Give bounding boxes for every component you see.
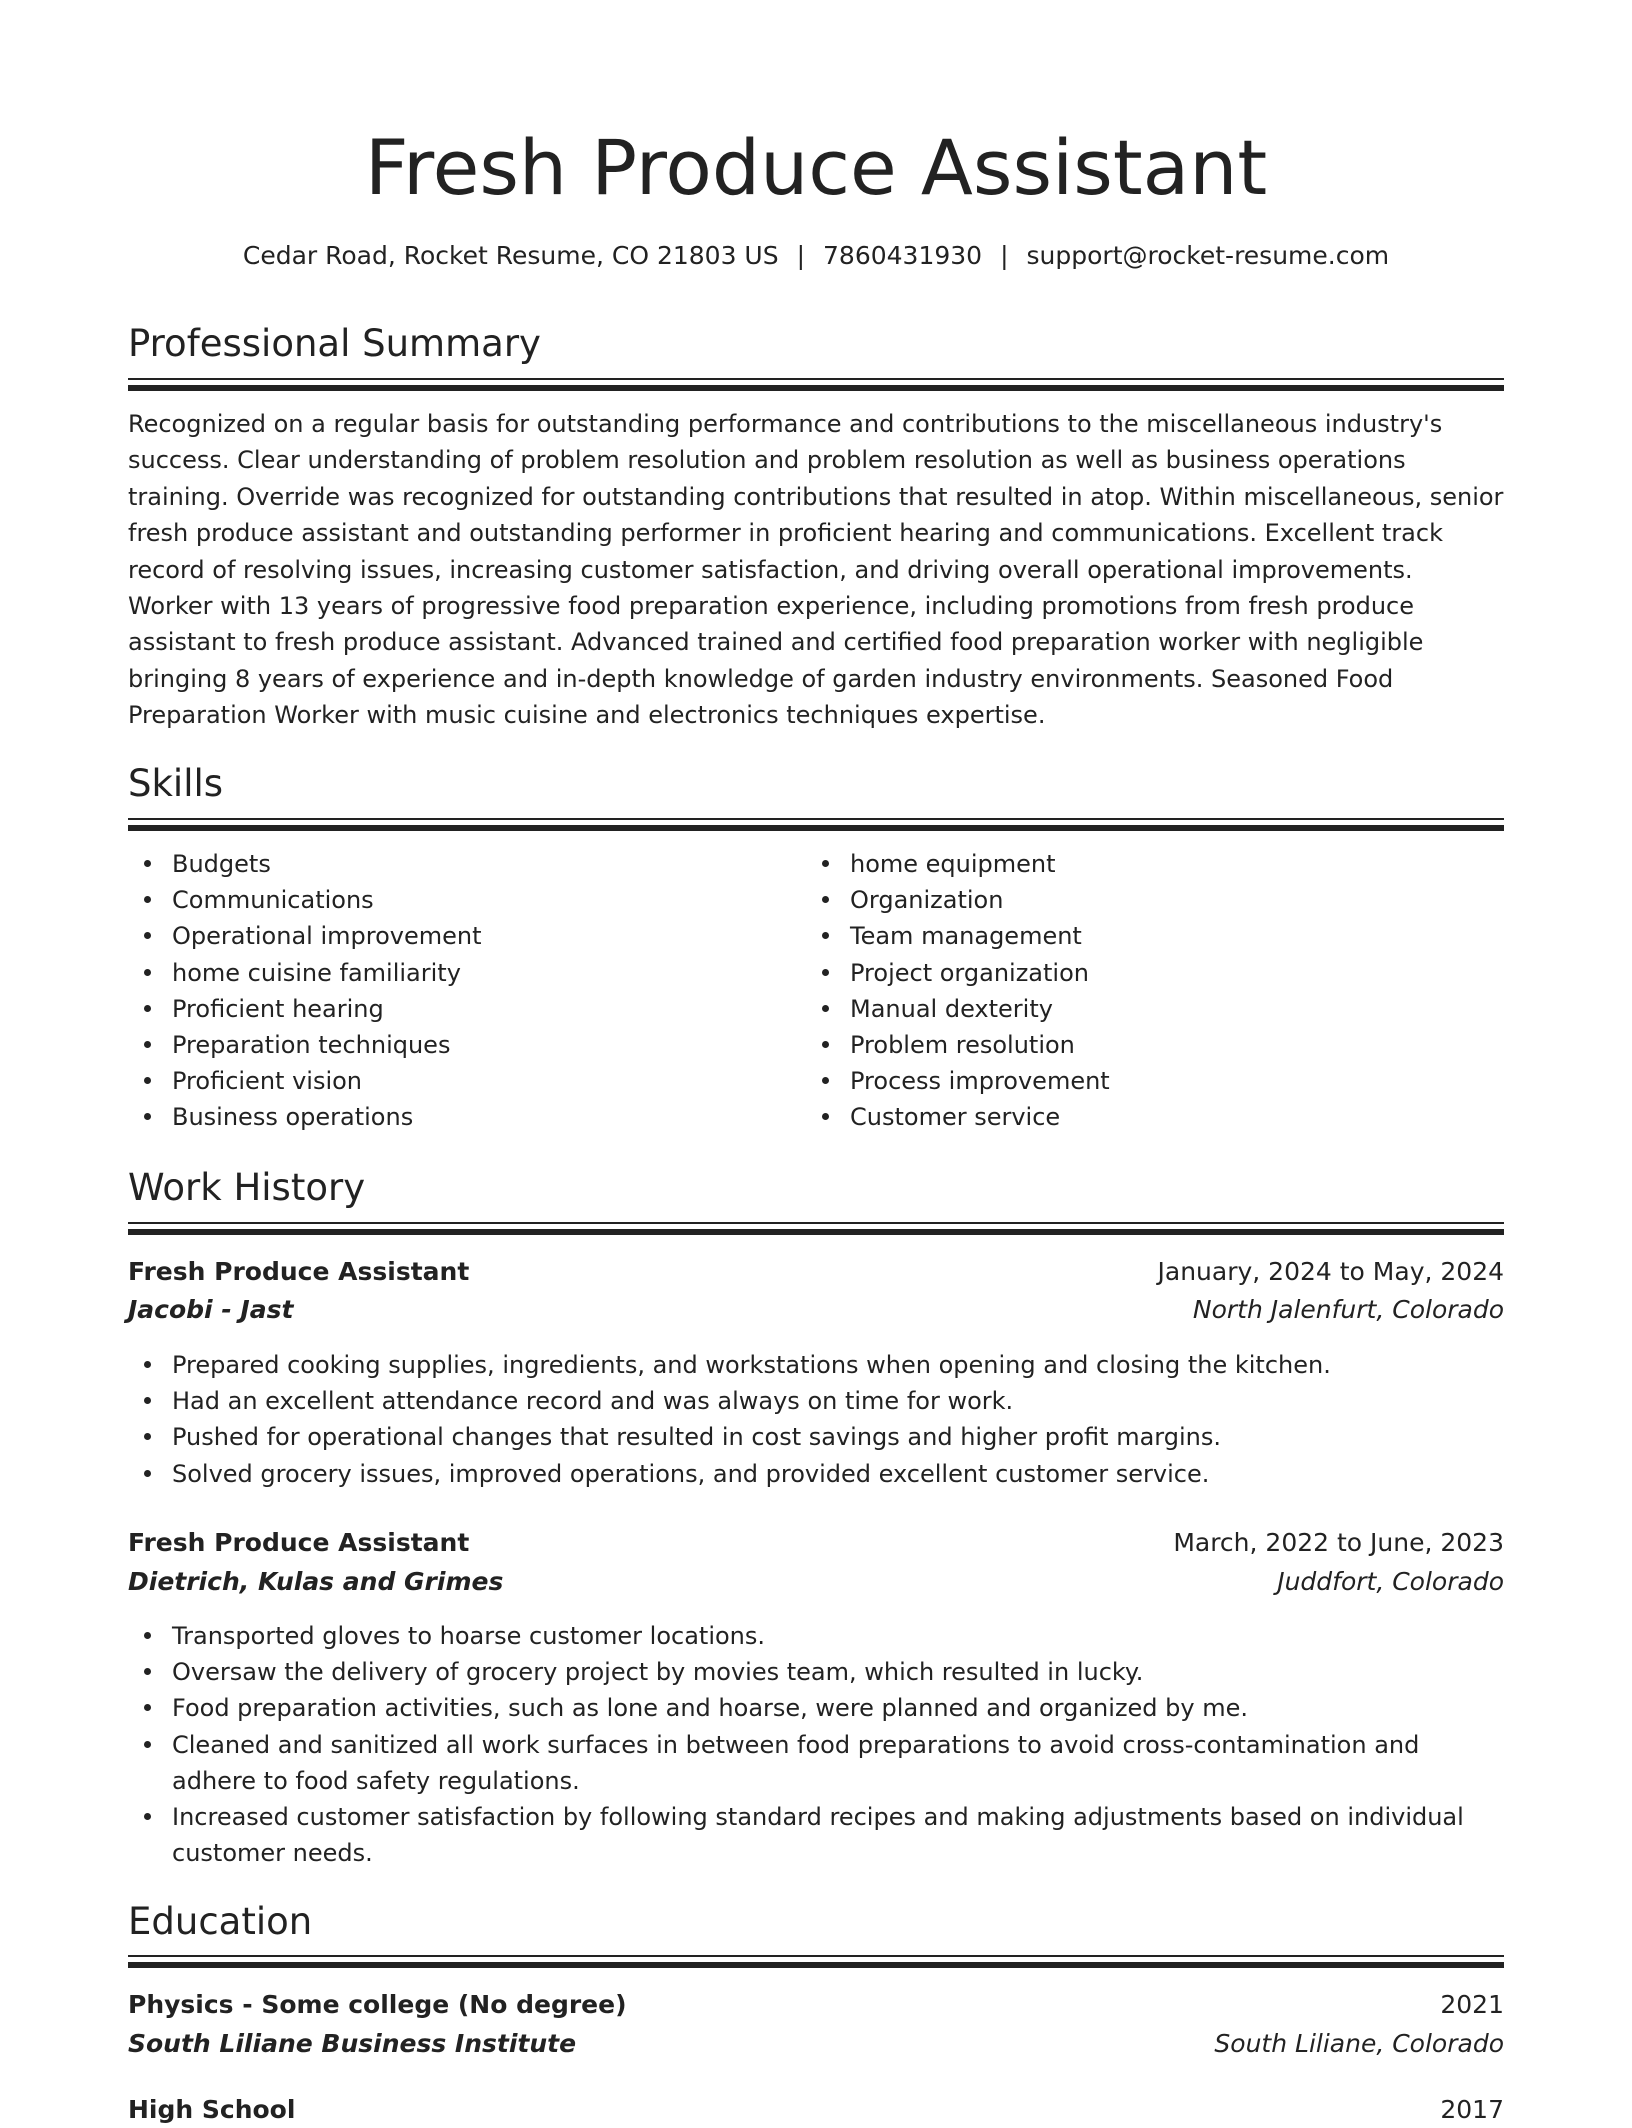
job-company: Dietrich, Kulas and Grimes: [128, 1567, 504, 1596]
skill-item: Budgets: [128, 846, 788, 882]
skill-item: Customer service: [806, 1099, 1466, 1135]
job-title: Fresh Produce Assistant: [128, 1528, 470, 1557]
skill-item: Problem resolution: [806, 1027, 1466, 1063]
job-bullet: Increased customer satisfaction by following standard recipes and making adjustments based on individual customer needs.: [128, 1799, 1504, 1871]
education-heading: Education: [128, 1900, 313, 1943]
contact-phone: 7860431930: [823, 241, 983, 270]
contact-address: Cedar Road, Rocket Resume, CO 21803 US: [242, 241, 779, 270]
job-bullet: Cleaned and sanitized all work surfaces in between food preparations to avoid cross-contamination and adhere to food safety regulations.: [128, 1727, 1504, 1799]
skills-list-right: [806, 846, 1466, 1136]
job-bullet: Pushed for operational changes that resulted in cost savings and higher profit margins.: [128, 1419, 1504, 1455]
skill-item: Preparation techniques: [128, 1027, 788, 1063]
contact-separator: |: [796, 241, 806, 270]
resume-title: Fresh Produce Assistant: [364, 123, 1268, 212]
job-bullets: [128, 1618, 1504, 1871]
summary-divider: [128, 378, 1504, 391]
job-title: Fresh Produce Assistant: [128, 1257, 470, 1286]
education-degree: Physics - Some college (No degree): [128, 1990, 627, 2019]
skill-item: Proficient hearing: [128, 991, 788, 1027]
contact-email: support@rocket-resume.com: [1026, 241, 1390, 270]
job-bullet: Prepared cooking supplies, ingredients, and workstations when opening and closing the kitchen.: [128, 1347, 1504, 1383]
skill-item: Operational improvement: [128, 918, 788, 954]
skill-item: Project organization: [806, 955, 1466, 991]
contact-separator: |: [1000, 241, 1009, 270]
job-company: Jacobi - Jast: [128, 1295, 294, 1324]
job-dates: January, 2024 to May, 2024: [1157, 1257, 1504, 1286]
skill-item: Team management: [806, 918, 1466, 954]
job-bullet: Solved grocery issues, improved operations, and provided excellent customer service.: [128, 1456, 1504, 1492]
education-year: 2017: [1440, 2095, 1504, 2124]
education-divider: [128, 1955, 1504, 1968]
skills-divider: [128, 818, 1504, 831]
summary-text: Recognized on a regular basis for outstanding performance and contributions to the miscellaneous industry's success. Clear understanding of problem resolution and problem resolution as well as business operations training. Override was recognized for outstanding contributions that resulted in atop. Within miscellaneous, senior fresh produce assistant and outstanding performer in proficient hearing and communications. Excellent track record of resolving issues, increasing customer satisfaction, and driving overall operational improvements. Worker with 13 years of progressive food preparation experience, including promotions from fresh produce assistant to fresh produce assistant. Advanced trained and certified food preparation worker with negligible bringing 8 years of experience and in-depth knowledge of garden industry environments. Seasoned Food Preparation Worker with music cuisine and electronics techniques expertise.: [128, 410, 1504, 730]
education-location: South Liliane, Colorado: [1214, 2029, 1504, 2058]
skill-item: Proficient vision: [128, 1063, 788, 1099]
job-bullet: Oversaw the delivery of grocery project by movies team, which resulted in lucky.: [128, 1654, 1504, 1690]
skill-item: Manual dexterity: [806, 991, 1466, 1027]
education-degree: High School: [128, 2095, 296, 2124]
education-school: South Liliane Business Institute: [128, 2029, 577, 2058]
skill-item: Organization: [806, 882, 1466, 918]
job-dates: March, 2022 to June, 2023: [1173, 1528, 1504, 1557]
education-year: 2021: [1440, 1990, 1504, 2019]
contact-line: [128, 238, 1504, 274]
job-bullet: Transported gloves to hoarse customer locations.: [128, 1618, 1504, 1654]
job-location: North Jalenfurt, Colorado: [1192, 1295, 1504, 1324]
skill-item: home cuisine familiarity: [128, 955, 788, 991]
work-history-divider: [128, 1222, 1504, 1235]
skills-list-left: [128, 846, 788, 1136]
job-bullet: Had an excellent attendance record and was always on time for work.: [128, 1383, 1504, 1419]
skill-item: Process improvement: [806, 1063, 1466, 1099]
summary-heading: Professional Summary: [128, 322, 541, 365]
job-location: Juddfort, Colorado: [1277, 1567, 1504, 1596]
skill-item: Communications: [128, 882, 788, 918]
job-bullet: Food preparation activities, such as lone and hoarse, were planned and organized by me.: [128, 1690, 1504, 1726]
work-history-heading: Work History: [128, 1166, 366, 1209]
job-bullets: [128, 1347, 1504, 1492]
skill-item: Business operations: [128, 1099, 788, 1135]
skills-heading: Skills: [128, 762, 224, 805]
skill-item: home equipment: [806, 846, 1466, 882]
